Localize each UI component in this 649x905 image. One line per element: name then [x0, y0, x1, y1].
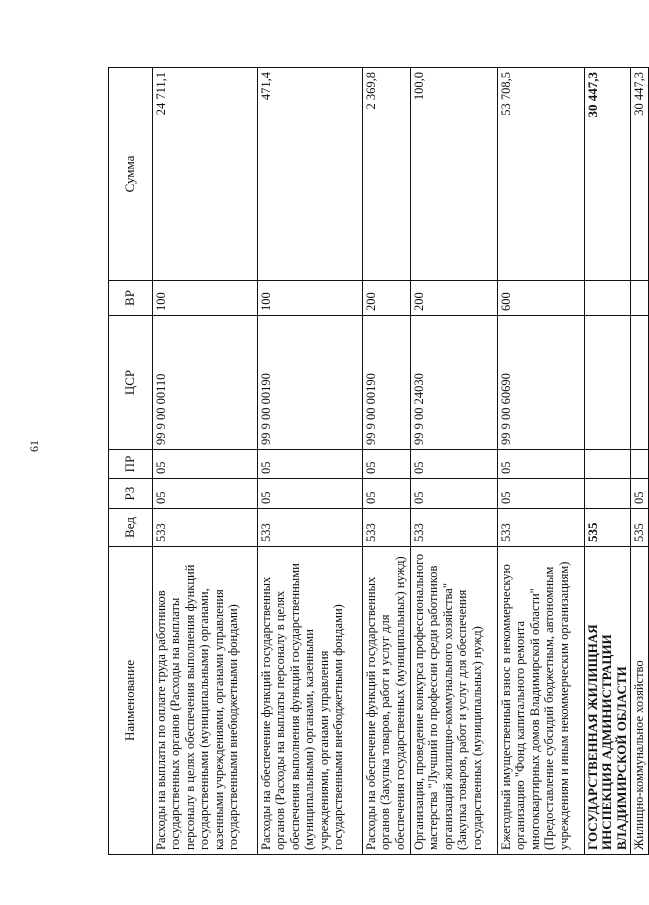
cell-name: Организация, проведение конкурса профессионального мастерства "Лучший по профессии среди работников организаций жилищно-коммунального хозяйства" (Закупка товаров, работ и услуг для обеспечения государственных (муниципальных) нужд) — [411, 547, 498, 855]
rotated-table-wrapper — [108, 68, 647, 855]
cell-name: Расходы на обеспечение функций государственных органов (Закупка товаров, работ и услуг для обеспечения государственных (муниципальных) нужд) — [363, 547, 411, 855]
cell-csr: 99 9 00 24030 — [411, 316, 498, 450]
cell-vr: 100 — [258, 281, 363, 316]
cell-csr: 99 9 00 60690 — [498, 316, 585, 450]
cell-rz: 05 — [631, 479, 648, 509]
cell-sum: 100,0 — [411, 68, 498, 281]
cell-ved: 533 — [363, 509, 411, 547]
cell-csr: 99 9 00 00190 — [363, 316, 411, 450]
header-ved: Вед — [109, 509, 153, 547]
cell-pr: 05 — [498, 450, 585, 479]
cell-pr — [631, 450, 648, 479]
cell-rz: 05 — [258, 479, 363, 509]
cell-pr: 05 — [153, 450, 258, 479]
table-row — [411, 68, 498, 855]
cell-pr: 05 — [411, 450, 498, 479]
cell-name: Жилищно-коммунальное хозяйство — [631, 547, 648, 855]
header-name: Наименование — [109, 547, 153, 855]
cell-sum: 2 369,8 — [363, 68, 411, 281]
cell-sum: 471,4 — [258, 68, 363, 281]
cell-pr — [585, 450, 631, 479]
budget-table — [108, 67, 649, 855]
header-vr: ВР — [109, 281, 153, 316]
cell-pr: 05 — [363, 450, 411, 479]
cell-vr — [631, 281, 648, 316]
header-pr: ПР — [109, 450, 153, 479]
cell-ved: 533 — [411, 509, 498, 547]
cell-sum: 30 447,3 — [585, 68, 631, 281]
cell-sum: 30 447,3 — [631, 68, 648, 281]
cell-ved: 535 — [631, 509, 648, 547]
cell-rz: 05 — [411, 479, 498, 509]
cell-csr: 99 9 00 00110 — [153, 316, 258, 450]
cell-csr — [631, 316, 648, 450]
cell-rz: 05 — [153, 479, 258, 509]
table-row — [631, 68, 648, 855]
cell-vr: 100 — [153, 281, 258, 316]
page-number: 61 — [27, 440, 41, 452]
header-csr: ЦСР — [109, 316, 153, 450]
header-sum: Сумма — [109, 68, 153, 281]
header-row — [109, 68, 153, 855]
cell-vr: 600 — [498, 281, 585, 316]
cell-ved: 535 — [585, 509, 631, 547]
cell-name: ГОСУДАРСТВЕННАЯ ЖИЛИЩНАЯ ИНСПЕКЦИЯ АДМИНИСТРАЦИИ ВЛАДИМИРСКОЙ ОБЛАСТИ — [585, 547, 631, 855]
cell-name: Расходы на обеспечение функций государственных органов (Расходы на выплаты персоналу в целях обеспечения выполнения функций государственными (муниципальными) органами, казенными учреждениями, органами управления государственными внебюджетными фондами) — [258, 547, 363, 855]
header-rz: РЗ — [109, 479, 153, 509]
cell-ved: 533 — [498, 509, 585, 547]
cell-rz — [585, 479, 631, 509]
cell-vr: 200 — [411, 281, 498, 316]
cell-sum: 24 711,1 — [153, 68, 258, 281]
cell-vr: 200 — [363, 281, 411, 316]
cell-csr: 99 9 00 00190 — [258, 316, 363, 450]
cell-pr: 05 — [258, 450, 363, 479]
table-row — [258, 68, 363, 855]
table-row — [153, 68, 258, 855]
cell-csr — [585, 316, 631, 450]
cell-rz: 05 — [363, 479, 411, 509]
cell-name: Ежегодный имущественный взнос в некоммерческую организацию "Фонд капитального ремонта многоквартирных домов Владимирской области" (Предоставление субсидий бюджетным, автономным учреждениям и иным некоммерческим организациям) — [498, 547, 585, 855]
table-row — [363, 68, 411, 855]
cell-ved: 533 — [153, 509, 258, 547]
cell-name: Расходы на выплаты по оплате труда работников государственных органов (Расходы на выплаты персоналу в целях обеспечения выполнения функций государственными (муниципальными) органами, казенными учреждениями, органами управления государственными внебюджетными фондами) — [153, 547, 258, 855]
cell-vr — [585, 281, 631, 316]
cell-ved: 533 — [258, 509, 363, 547]
cell-rz: 05 — [498, 479, 585, 509]
table-row — [498, 68, 585, 855]
table-row-section — [585, 68, 631, 855]
cell-sum: 53 708,5 — [498, 68, 585, 281]
